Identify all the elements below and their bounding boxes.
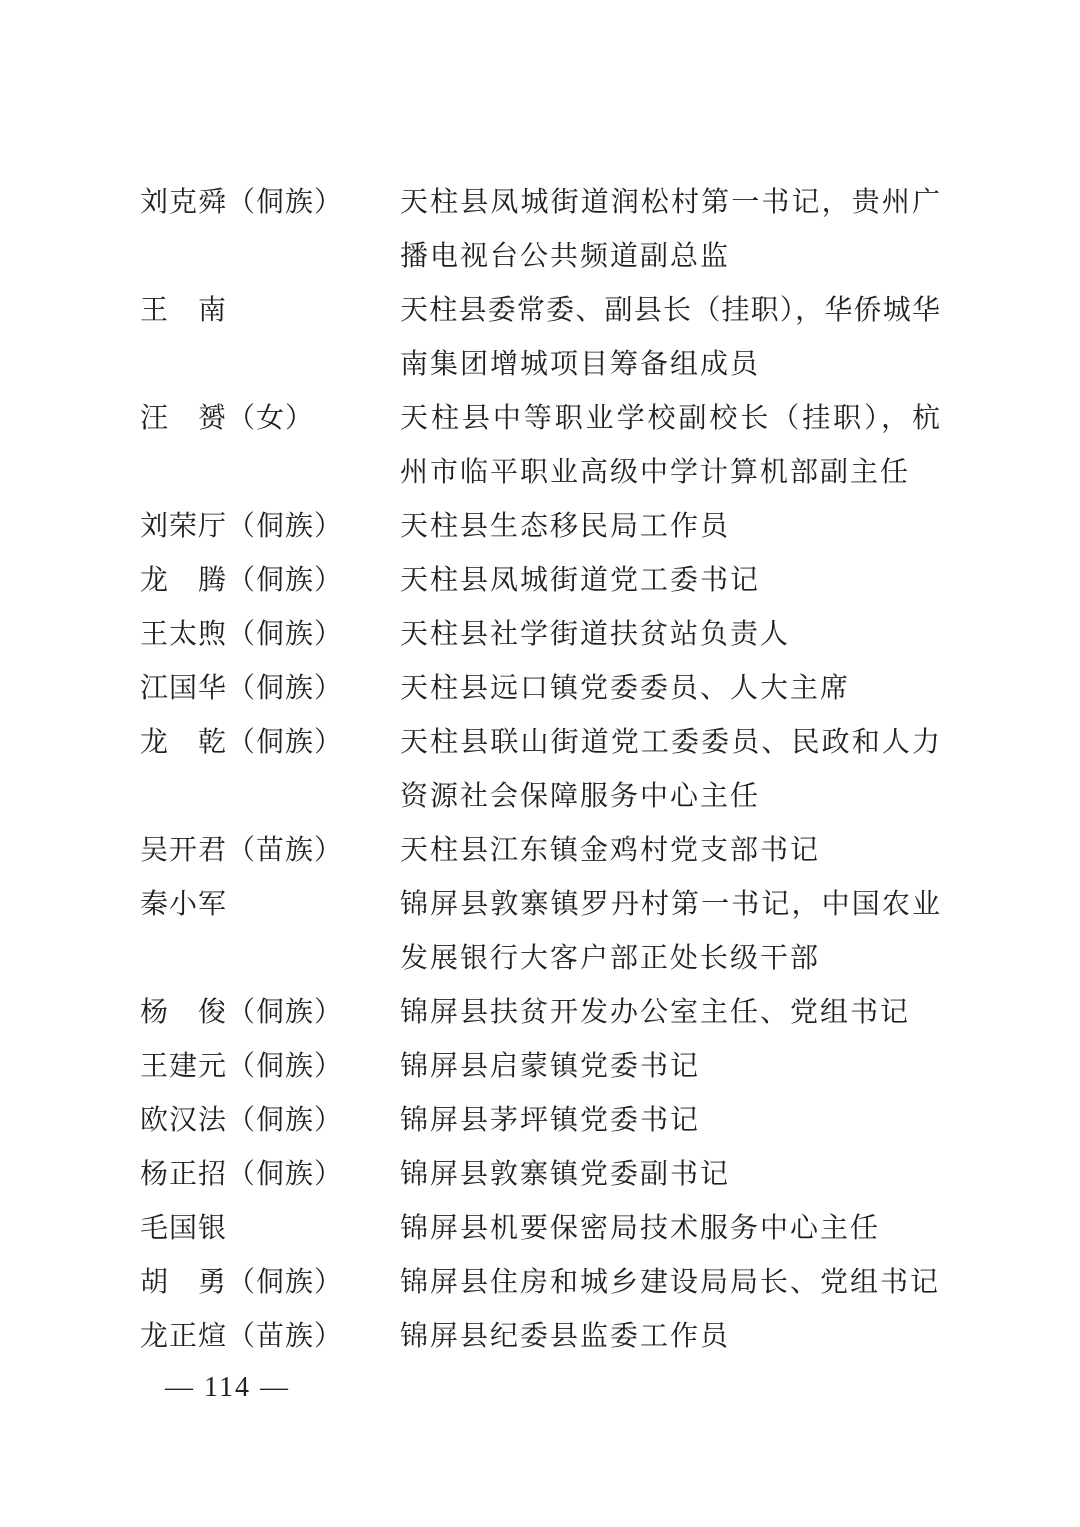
roster-entry [140,1256,940,1310]
entry-position [400,500,940,554]
roster-entry [140,1202,940,1256]
roster-entry [140,608,940,662]
roster-entry [140,662,940,716]
entry-position [400,716,940,824]
roster-entry [140,1040,940,1094]
entry-position [400,392,940,500]
entry-position [400,176,940,284]
roster-entry [140,716,940,824]
entry-name: 杨 俊（侗族） [140,997,344,1028]
position-line: 天柱县委常委、副县长（挂职），华侨城华 [400,295,940,326]
entry-name: 王 南 [140,295,228,326]
position-line: 天柱县生态移民局工作员 [400,511,731,542]
entry-name: 吴开君（苗族） [140,835,344,866]
entry-position [400,662,940,716]
entry-position [400,1310,940,1364]
position-line: 播电视台公共频道副总监 [400,241,731,272]
roster-entry [140,392,940,500]
entry-name: 秦小军 [140,889,228,920]
position-line: 资源社会保障服务中心主任 [400,781,761,812]
roster-entry [140,878,940,986]
entry-name: 龙正煊（苗族） [140,1321,344,1352]
entry-position [400,1094,940,1148]
position-line: 锦屏县机要保密局技术服务中心主任 [400,1213,881,1244]
entry-name: 毛国银 [140,1213,228,1244]
position-line: 锦屏县纪委县监委工作员 [400,1321,731,1352]
entry-name: 王太煦（侗族） [140,619,344,650]
entry-position [400,284,940,392]
position-line: 锦屏县敦寨镇党委副书记 [400,1159,731,1190]
entry-position [400,1040,940,1094]
entry-name: 汪 赟（女） [140,403,315,434]
roster-entry [140,1094,940,1148]
entry-position [400,1202,940,1256]
position-line: 州市临平职业高级中学计算机部副主任 [400,457,911,488]
position-line: 天柱县联山街道党工委委员、民政和人力 [400,727,940,758]
entry-position [400,608,940,662]
entry-name: 杨正招（侗族） [140,1159,344,1190]
position-line: 天柱县社学街道扶贫站负责人 [400,619,791,650]
position-line: 南集团增城项目筹备组成员 [400,349,761,380]
roster-entry [140,1148,940,1202]
entry-position [400,986,940,1040]
roster-entry [140,176,940,284]
entry-position [400,1256,940,1310]
position-line: 天柱县远口镇党委委员、人大主席 [400,673,851,704]
entry-name: 胡 勇（侗族） [140,1267,344,1298]
roster-list [140,176,940,1364]
roster-entry [140,554,940,608]
entry-name: 欧汉法（侗族） [140,1105,344,1136]
page-number: — 114 — [165,1372,290,1403]
roster-entry [140,824,940,878]
position-line: 天柱县中等职业学校副校长（挂职），杭 [400,403,940,434]
position-line: 锦屏县扶贫开发办公室主任、党组书记 [400,997,911,1028]
position-line: 天柱县江东镇金鸡村党支部书记 [400,835,821,866]
entry-name: 刘克舜（侗族） [140,187,344,218]
roster-entry [140,1310,940,1364]
position-line: 锦屏县茅坪镇党委书记 [400,1105,701,1136]
entry-name: 龙 腾（侗族） [140,565,344,596]
entry-name: 王建元（侗族） [140,1051,344,1082]
position-line: 天柱县凤城街道润松村第一书记，贵州广 [400,187,940,218]
position-line: 锦屏县住房和城乡建设局局长、党组书记 [400,1267,941,1298]
position-line: 锦屏县启蒙镇党委书记 [400,1051,701,1082]
roster-entry [140,284,940,392]
entry-name: 江国华（侗族） [140,673,344,704]
position-line: 发展银行大客户部正处长级干部 [400,943,821,974]
entry-position [400,1148,940,1202]
entry-name: 刘荣厅（侗族） [140,511,344,542]
position-line: 天柱县凤城街道党工委书记 [400,565,761,596]
position-line: 锦屏县敦寨镇罗丹村第一书记，中国农业 [400,889,940,920]
entry-position [400,554,940,608]
roster-entry [140,500,940,554]
entry-name: 龙 乾（侗族） [140,727,344,758]
entry-position [400,878,940,986]
roster-entry [140,986,940,1040]
entry-position [400,824,940,878]
